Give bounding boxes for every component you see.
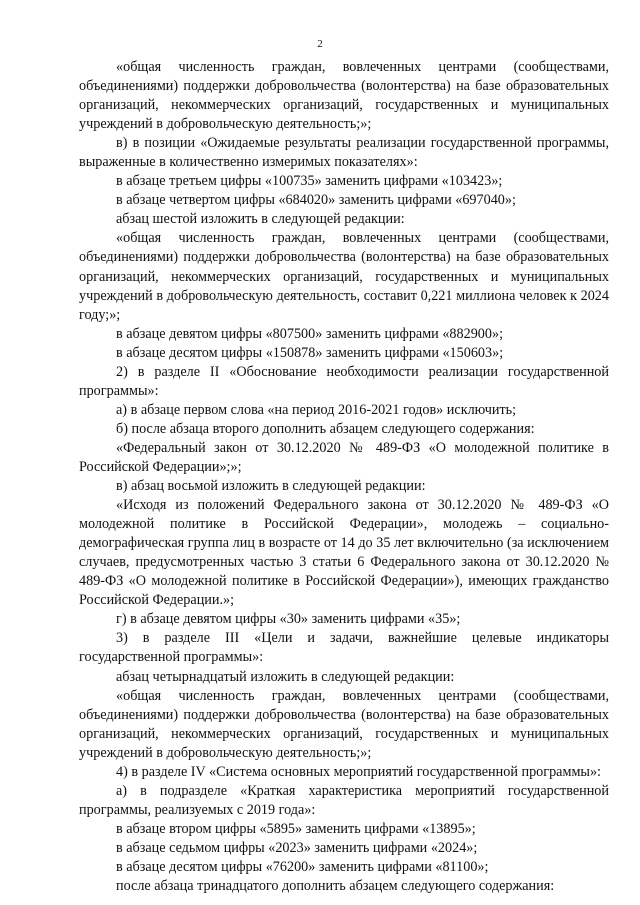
paragraph: а) в подразделе «Краткая характеристика мероприятий государственной программы, реализуемых с 2019 года»: <box>79 782 609 818</box>
paragraph: в абзаце третьем цифры «100735» заменить цифрами «103423»; <box>116 173 503 190</box>
paragraph: «общая численность граждан, вовлеченных центрами (сообществами, объединениями) поддержки добровольчества (волонтерства) на базе образовательных организаций, некоммерческих организаций, государственных и муниципальных учреждений в добровольческую деятельность;»; <box>79 59 609 133</box>
paragraph: б) после абзаца второго дополнить абзацем следующего содержания: <box>116 420 535 437</box>
paragraph: в абзаце десятом цифры «150878» заменить цифрами «150603»; <box>116 344 504 361</box>
paragraph: в абзаце девятом цифры «807500» заменить цифрами «882900»; <box>116 325 504 342</box>
paragraph: в абзаце четвертом цифры «684020» заменить цифрами «697040»; <box>116 192 516 209</box>
page-number: 2 <box>317 38 323 50</box>
paragraph: «общая численность граждан, вовлеченных центрами (сообществами, объединениями) поддержки добровольчества (волонтерства) на базе образовательных организаций, некоммерческих организаций, государственных и муниципальных учреждений в добровольческую деятельность, составит 0,221 миллиона человек к 2024 году;»; <box>79 230 609 323</box>
paragraph: в абзаце седьмом цифры «2023» заменить цифрами «2024»; <box>116 839 478 856</box>
paragraph: абзац шестой изложить в следующей редакции: <box>116 211 405 228</box>
paragraph: в) абзац восьмой изложить в следующей редакции: <box>116 478 426 495</box>
paragraph: 4) в разделе IV «Система основных мероприятий государственной программы»: <box>116 763 601 780</box>
document-body <box>79 58 609 896</box>
paragraph: 2) в разделе II «Обоснование необходимости реализации государственной программы»: <box>79 363 609 399</box>
paragraph: «Федеральный закон от 30.12.2020 № 489-ФЗ «О молодежной политике в Российской Федерации»;»; <box>79 439 609 475</box>
paragraph: после абзаца тринадцатого дополнить абзацем следующего содержания: <box>116 878 555 895</box>
paragraph: абзац четырнадцатый изложить в следующей редакции: <box>116 668 455 685</box>
paragraph: в) в позиции «Ожидаемые результаты реализации государственной программы, выраженные в количественно измеримых показателях»: <box>79 135 609 171</box>
paragraph: г) в абзаце девятом цифры «30» заменить цифрами «35»; <box>116 611 461 628</box>
paragraph: «общая численность граждан, вовлеченных центрами (сообществами, объединениями) поддержки добровольчества (волонтерства) на базе образовательных организаций, некоммерческих организаций, государственных и муниципальных учреждений в добровольческую деятельность;»; <box>79 687 609 761</box>
paragraph: в абзаце десятом цифры «76200» заменить цифрами «81100»; <box>116 858 489 875</box>
paragraph: а) в абзаце первом слова «на период 2016-2021 годов» исключить; <box>116 401 517 418</box>
paragraph: в абзаце втором цифры «5895» заменить цифрами «13895»; <box>116 820 476 837</box>
paragraph: «Исходя из положений Федерального закона от 30.12.2020 № 489-ФЗ «О молодежной политике в Российской Федерации», молодежь – социально-демографическая группа лиц в возрасте от 14 до 35 лет включительно (за исключением случаев, предусмотренных частью 3 статьи 6 Федерального закона от 30.12.2020 № 489-ФЗ «О молодежной политике в Российской Федерации»), имеющих гражданство Российской Федерации.»; <box>79 497 609 609</box>
paragraph: 3) в разделе III «Цели и задачи, важнейшие целевые индикаторы государственной программы»: <box>79 630 609 666</box>
